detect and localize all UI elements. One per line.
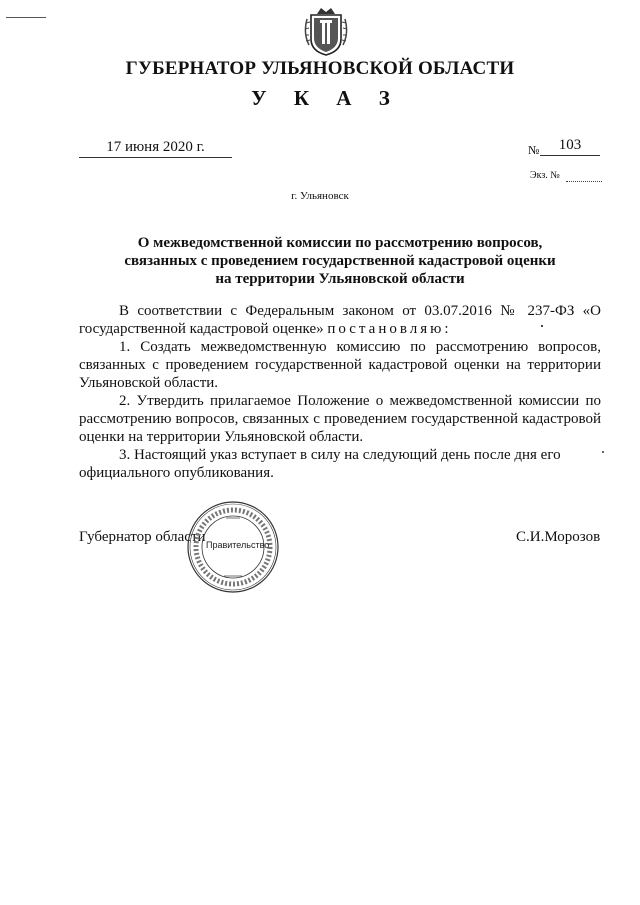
document-type-heading: У К А З <box>251 86 401 110</box>
coat-of-arms-icon <box>303 5 349 57</box>
title-line: О межведомственной комиссии по рассмотрению вопросов, <box>137 235 543 251</box>
copy-number-blank <box>566 181 602 182</box>
preamble-paragraph <box>79 302 601 338</box>
signatory-role: Губернатор области <box>79 529 206 545</box>
seal-inscription: Правительство <box>206 540 270 550</box>
scan-speck <box>541 325 543 327</box>
decree-item: 1. Создать межведомственную комиссию по рассмотрению вопросов, связанных с проведением государственной кадастровой оценки на территории Ульяновской области. <box>79 339 601 391</box>
preamble-text: В соответствии с Федеральным законом от 03.07.2016 № 237-ФЗ «О государственной кадастровой оценке» <box>79 303 601 337</box>
scan-speck <box>602 451 604 453</box>
decree-number: 103 <box>540 137 600 156</box>
decree-title <box>80 234 600 288</box>
decree-date: 17 июня 2020 г. <box>79 139 232 158</box>
issuer-heading: ГУБЕРНАТОР УЛЬЯНОВСКОЙ ОБЛАСТИ <box>125 58 515 79</box>
decree-item: 3. Настоящий указ вступает в силу на следующий день после дня его официального опубликования. <box>79 447 561 481</box>
scan-corner-line <box>6 17 46 18</box>
signatory-name: С.И.Морозов <box>516 529 601 545</box>
issue-city: г. Ульяновск <box>291 190 349 202</box>
title-line: связанных с проведением государственной кадастровой оценки <box>124 253 556 269</box>
decree-body <box>79 302 601 482</box>
decree-item: 2. Утвердить прилагаемое Положение о межведомственной комиссии по рассмотрению вопросов, связанных с проведением государственной кадастровой оценки на территории Ульяновской области. <box>79 393 601 445</box>
title-line: на территории Ульяновской области <box>215 271 465 287</box>
decree-word: постановляю: <box>327 321 452 337</box>
copy-number-label: Экз. № <box>530 170 560 181</box>
number-label: № <box>528 143 540 157</box>
